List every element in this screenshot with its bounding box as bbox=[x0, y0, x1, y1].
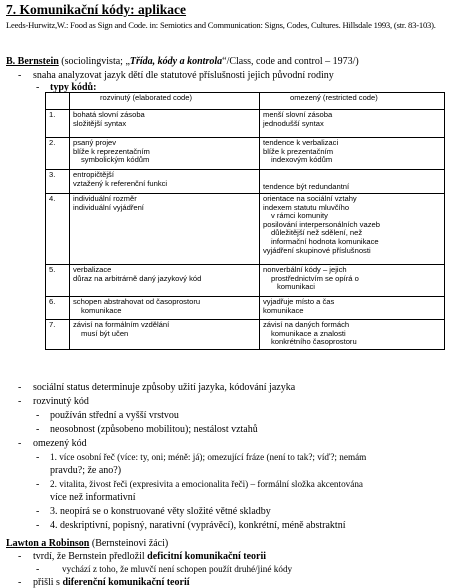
table-row bbox=[46, 194, 445, 265]
lawton-name: Lawton a Robinson bbox=[6, 538, 90, 549]
bullet-dash: - bbox=[18, 551, 22, 562]
bullet-dash: - bbox=[36, 506, 40, 517]
bernstein-heading bbox=[6, 56, 359, 67]
table-header-restricted: omezený (restricted code) bbox=[260, 93, 445, 110]
restricted-sub-2: 2. vitalita, živost řeči (expresivita a emocionalita řeči) – formální složka akcentována bbox=[50, 479, 364, 489]
cell-line: vyjadřuje místo a čas bbox=[263, 297, 335, 306]
elaborated-cell bbox=[70, 138, 260, 170]
table-row bbox=[46, 110, 445, 138]
cell-line: psaný projev bbox=[73, 138, 117, 147]
table-row bbox=[46, 265, 445, 297]
restricted-cell bbox=[260, 138, 445, 170]
cell-line: komunikace bbox=[81, 305, 122, 315]
difference-theory: diferenční komunikační teorií bbox=[62, 577, 190, 588]
row-number: 4. bbox=[46, 194, 70, 265]
row-number: 5. bbox=[46, 265, 70, 297]
elaborated-cell bbox=[70, 194, 260, 265]
table-header-empty bbox=[46, 93, 70, 110]
bullet-dash: - bbox=[18, 70, 22, 81]
elaborated-cell bbox=[70, 110, 260, 138]
page-title: 7. Komunikační kódy: aplikace bbox=[6, 2, 187, 17]
bernstein-name: B. Bernstein bbox=[6, 56, 59, 67]
cell-line: vztažený k referenční funkci bbox=[73, 178, 168, 188]
cell-line: blíže k prezentačním bbox=[263, 146, 334, 156]
cell-line: složitější syntax bbox=[73, 118, 127, 128]
table-row bbox=[46, 170, 445, 194]
lawton-claim-1-sub: vychází z toho, že mluvčí není schopen použít druhé/jiné kódy bbox=[62, 564, 293, 574]
row-number: 3. bbox=[46, 170, 70, 194]
lawton-claim-2 bbox=[33, 577, 190, 588]
restricted-cell bbox=[260, 194, 445, 265]
bernstein-bullet-1: snaha analyzovat jazyk dětí dle statutové příslušnosti jejich původní rodiny bbox=[33, 70, 334, 81]
bullet-dash: - bbox=[36, 520, 40, 531]
cell-line: orientace na sociální vztahy bbox=[263, 194, 357, 203]
cell-line: individuální vyjádření bbox=[73, 202, 144, 212]
cell-line: symbolickým kódům bbox=[81, 155, 150, 165]
bullet-dash: - bbox=[36, 452, 40, 463]
bernstein-desc-1: (sociolingvista; „ bbox=[58, 56, 130, 67]
cell-line: tendence k verbalizaci bbox=[263, 138, 339, 147]
cell-line: informační hodnota komunikace bbox=[271, 236, 379, 246]
cell-line: entropičtější bbox=[73, 170, 114, 179]
bullet-dash: - bbox=[36, 424, 40, 435]
bernstein-desc-2: “/Class, code and control – 1973/) bbox=[222, 56, 359, 67]
lawton-claim-1 bbox=[33, 551, 266, 562]
row-number: 2. bbox=[46, 138, 70, 170]
restricted-sub-2-cont: více než informativní bbox=[50, 492, 136, 503]
cell-line: v rámci komunity bbox=[271, 211, 328, 221]
restricted-cell bbox=[260, 170, 445, 194]
code-table bbox=[45, 92, 445, 350]
bullet-dash: - bbox=[18, 577, 22, 588]
deficit-theory: deficitní komunikační teorii bbox=[147, 551, 267, 562]
restricted-cell bbox=[260, 297, 445, 320]
elaborated-sub-1: používán střední a vyšší vrstvou bbox=[50, 410, 179, 421]
restricted-sub-1: 1. více osobní řeč (více: ty, oni; méně: já); omezující fráze (není to tak?; víď?; nemám bbox=[50, 452, 367, 462]
elaborated-cell bbox=[70, 265, 260, 297]
row-number: 6. bbox=[46, 297, 70, 320]
bullet-dash: - bbox=[18, 382, 22, 393]
cell-line: konkrétního časoprostoru bbox=[271, 337, 357, 347]
table-row bbox=[46, 320, 445, 350]
cell-line: blíže k reprezentačním bbox=[73, 146, 150, 156]
cell-line: verbalizace bbox=[73, 265, 112, 274]
lawton-heading bbox=[6, 538, 168, 549]
cell-line: jednodušší syntax bbox=[263, 118, 324, 128]
cell-line: komunikace a znalosti bbox=[271, 328, 346, 338]
elaborated-code-bullet: rozvinutý kód bbox=[33, 396, 89, 407]
table-row bbox=[46, 138, 445, 170]
reference: Leeds-Hurwitz,W.: Food as Sign and Code. in: Semiotics and Communication: Signs, Codes, Cultures. Hillsdale 1993, (str. 83-103). bbox=[6, 20, 436, 30]
bullet-dash: - bbox=[36, 82, 40, 93]
cell-line: důležitější než sdělení, než bbox=[271, 228, 363, 238]
cell-line: menší slovní zásoba bbox=[263, 110, 333, 119]
cell-line: indexovým kódům bbox=[271, 155, 333, 165]
restricted-sub-1-cont: pravdu?; že ano?) bbox=[50, 465, 122, 476]
cell-line: individuální rozměr bbox=[73, 194, 137, 203]
bullet-dash: - bbox=[36, 479, 40, 490]
table-header-elaborated: rozvinutý (elaborated code) bbox=[70, 93, 260, 110]
bullet-dash: - bbox=[36, 564, 40, 575]
elaborated-sub-2: neosobnost (způsobeno mobilitou); nestálost vztahů bbox=[50, 424, 258, 435]
bullet-dash: - bbox=[18, 438, 22, 449]
lawton-note: (Bernsteinovi žáci) bbox=[89, 538, 169, 549]
row-number: 1. bbox=[46, 110, 70, 138]
row-number: 7. bbox=[46, 320, 70, 350]
cell-line: závisí na daných formách bbox=[263, 320, 350, 329]
cell-line: komunikaci bbox=[277, 282, 315, 292]
cell-line: závisí na formálním vzdělání bbox=[73, 320, 170, 329]
bernstein-work: Třída, kódy a kontrola bbox=[129, 56, 223, 67]
cell-line: indexem statutu mluvčího bbox=[263, 202, 350, 212]
bullet-dash: - bbox=[18, 396, 22, 407]
elaborated-cell bbox=[70, 297, 260, 320]
elaborated-cell bbox=[70, 170, 260, 194]
cell-line: prostřednictvím se opírá o bbox=[271, 273, 359, 283]
cell-line: posilování interpersonálních vazeb bbox=[263, 219, 380, 229]
cell-line: bohatá slovní zásoba bbox=[73, 110, 145, 119]
status-bullet: sociální status determinuje způsoby užití jazyka, kódování jazyka bbox=[33, 382, 296, 393]
lawton-claim-1-text: tvrdí, že Bernstein předložil bbox=[33, 551, 148, 562]
cell-line: musí být učen bbox=[81, 328, 129, 338]
cell-line: důraz na arbitrárně daný jazykový kód bbox=[73, 273, 202, 283]
cell-line: schopen abstrahovat od časoprostoru bbox=[73, 297, 201, 306]
elaborated-cell bbox=[70, 320, 260, 350]
table-row bbox=[46, 297, 445, 320]
bullet-dash: - bbox=[36, 410, 40, 421]
restricted-cell bbox=[260, 265, 445, 297]
cell-line: vyjádření skupinové příslušnosti bbox=[263, 245, 371, 255]
cell-line: komunikace bbox=[263, 305, 304, 315]
restricted-cell bbox=[260, 110, 445, 138]
restricted-cell bbox=[260, 320, 445, 350]
restricted-sub-3: 3. neopírá se o konstruované věty složité větné skladby bbox=[50, 506, 271, 517]
restricted-sub-4: 4. deskriptivní, popisný, narativní (vyprávěcí), konkrétní, méně abstraktní bbox=[50, 520, 346, 531]
table-header-row bbox=[46, 93, 445, 110]
cell-line: tendence být redundantní bbox=[263, 182, 350, 192]
lawton-claim-2-text: přišli s bbox=[33, 577, 63, 588]
restricted-code-bullet: omezený kód bbox=[33, 438, 87, 449]
code-types-label: typy kódů: bbox=[50, 82, 97, 93]
cell-line: nonverbální kódy – jejich bbox=[263, 265, 347, 274]
